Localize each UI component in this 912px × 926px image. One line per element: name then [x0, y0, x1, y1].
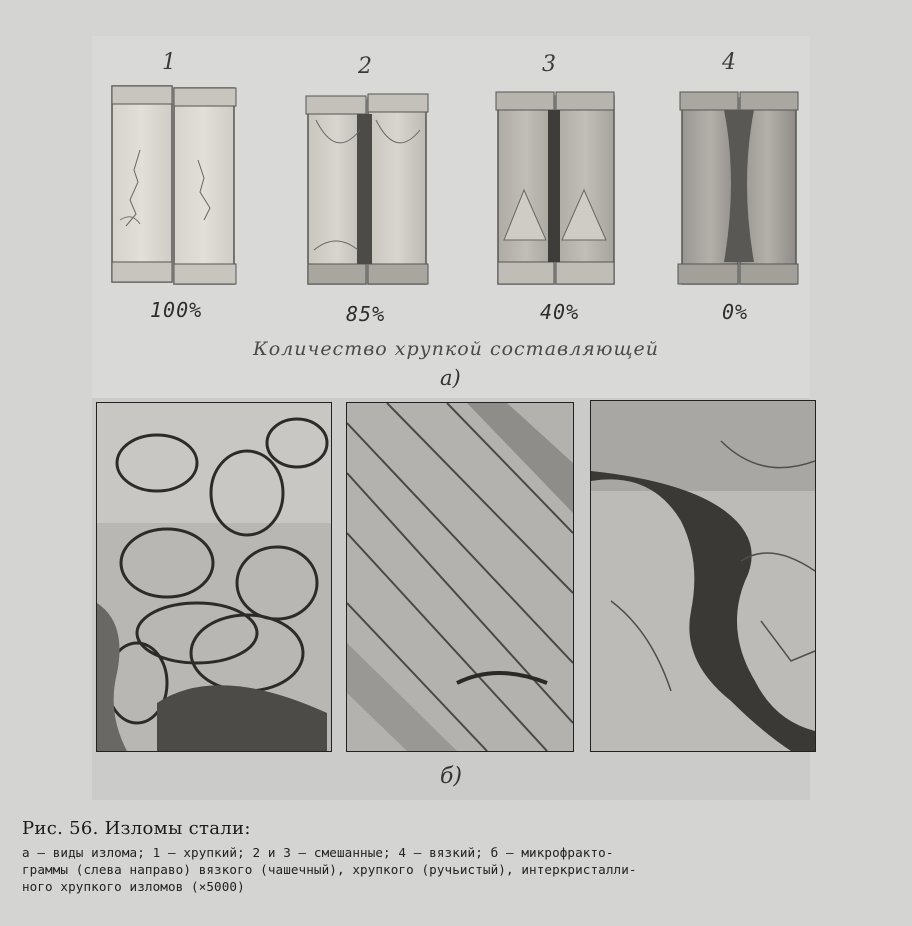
percent-label-4: 0% [722, 300, 749, 324]
percent-label-3: 40% [540, 300, 580, 324]
specimen-number-4: 4 [722, 50, 736, 75]
percent-label-1: 100% [150, 298, 203, 322]
figure-description [22, 844, 892, 895]
specimen-number-2: 2 [358, 54, 372, 79]
microfractogram-brittle-cleavage [346, 402, 574, 752]
specimen-2 [306, 94, 428, 284]
specimen-3 [496, 92, 614, 284]
specimen-number-3: 3 [542, 52, 556, 77]
figure-description-line: граммы (слева направо) вязкого (чашечный), хрупкого (ручьистый), интеркристалли- [22, 862, 637, 877]
figure-description-line: ного хрупкого изломов (×5000) [22, 879, 245, 894]
specimen-1 [112, 86, 236, 284]
brittle-fraction-caption: Количество хрупкой составляющей [253, 338, 659, 360]
part-b-label: б) [440, 764, 463, 789]
percent-label-2: 85% [346, 302, 386, 326]
figure-title: Рис. 56. Изломы стали: [22, 818, 251, 839]
microfractogram-ductile [96, 402, 332, 752]
specimen-number-1: 1 [162, 50, 176, 75]
specimen-4 [678, 92, 798, 284]
part-a-label: а) [440, 366, 461, 390]
figure-description-line: а — виды излома; 1 — хрупкий; 2 и 3 — смешанные; 4 — вязкий; б — микрофракто- [22, 845, 614, 860]
microfractogram-intercrystalline [590, 400, 816, 752]
